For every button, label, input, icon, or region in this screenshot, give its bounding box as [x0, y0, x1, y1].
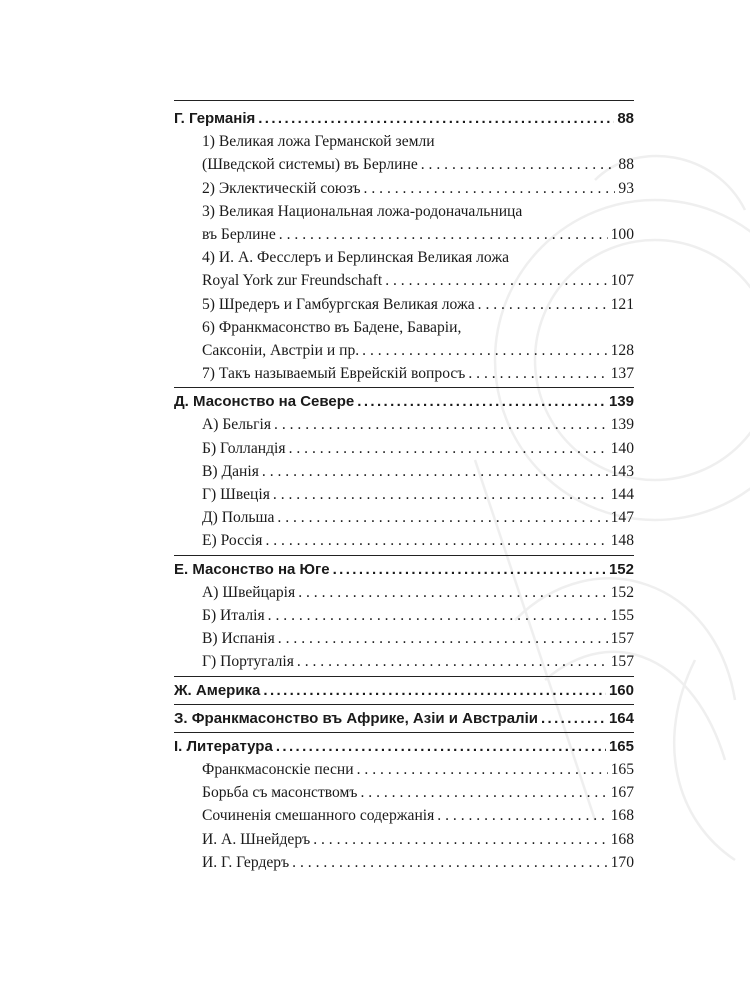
item-page: 147: [610, 509, 634, 527]
heading-page: 88: [617, 110, 634, 127]
item-page: 168: [610, 830, 634, 848]
item-page: 100: [610, 225, 634, 243]
item-text: (Шведской системы) въ Берлине: [202, 156, 418, 174]
leader-dots: [385, 269, 607, 292]
section-literature: [174, 732, 634, 874]
item-text: Саксоніи, Австріи и пр.: [202, 341, 360, 359]
leader-dots: [262, 460, 608, 483]
heading-title: З. Франкмасонство въ Африке, Азіи и Австраліи: [174, 709, 538, 727]
item-text: Б) Италія: [202, 606, 265, 624]
leader-dots: [263, 679, 606, 702]
toc-item[interactable]: [174, 130, 634, 153]
heading-page: 152: [608, 560, 634, 578]
leader-dots: [273, 483, 608, 506]
item-text: 2) Эклектическій союзъ: [202, 179, 361, 197]
leader-dots: [297, 650, 608, 673]
item-page: 152: [610, 583, 634, 601]
leader-dots: [541, 707, 606, 730]
section-america: [174, 676, 634, 702]
item-text: В) Испанія: [202, 630, 275, 648]
toc-item[interactable]: [174, 246, 634, 269]
toc-item[interactable]: [174, 529, 634, 552]
heading-title: Е. Масонство на Юге: [174, 560, 330, 578]
leader-dots: [274, 413, 608, 436]
item-page: 107: [610, 272, 634, 290]
item-page: 155: [610, 606, 634, 624]
leader-dots: [362, 339, 607, 362]
item-page: 170: [610, 853, 634, 871]
heading-page: 165: [608, 737, 634, 755]
item-page: 143: [610, 462, 634, 480]
leader-dots: [357, 390, 606, 413]
leader-dots: [298, 581, 607, 604]
item-text: 3) Великая Национальная ложа-родоначальница: [202, 202, 523, 220]
toc-item[interactable]: [174, 460, 634, 483]
toc-item[interactable]: [174, 413, 634, 436]
toc-item[interactable]: [174, 223, 634, 246]
toc-item[interactable]: [174, 650, 634, 673]
item-text: Е) Россія: [202, 532, 263, 550]
leader-dots: [437, 804, 607, 827]
toc-heading-north[interactable]: [174, 390, 634, 413]
item-text: 4) И. А. Фесслеръ и Берлинская Великая ложа: [202, 249, 510, 267]
table-of-contents: [174, 100, 634, 874]
item-text: 7) Такъ называемый Еврейскій вопросъ: [202, 365, 466, 383]
heading-title: Д. Масонство на Севере: [174, 393, 355, 411]
leader-dots: [333, 558, 606, 581]
item-page: 140: [610, 439, 634, 457]
toc-heading-america[interactable]: [174, 679, 634, 702]
section-south: [174, 555, 634, 674]
toc-item[interactable]: [174, 200, 634, 223]
item-page: 157: [610, 653, 634, 671]
toc-item[interactable]: [174, 781, 634, 804]
heading-page: 164: [608, 709, 634, 727]
toc-item[interactable]: [174, 604, 634, 627]
item-text: Франкмасонскіе песни: [202, 761, 354, 779]
section-africa-asia-australia: [174, 704, 634, 730]
item-page: 93: [618, 179, 634, 197]
item-page: 167: [610, 784, 634, 802]
toc-item[interactable]: [174, 581, 634, 604]
toc-item[interactable]: [174, 483, 634, 506]
leader-dots: [468, 362, 607, 385]
section-north: [174, 387, 634, 552]
toc-heading-germany[interactable]: [174, 107, 634, 130]
item-text: 6) Франкмасонство въ Бадене, Баваріи,: [202, 318, 462, 336]
heading-page: 160: [608, 681, 634, 699]
item-text: В) Данія: [202, 462, 259, 480]
leader-dots: [313, 828, 607, 851]
item-page: 88: [618, 156, 634, 174]
toc-heading-south[interactable]: [174, 558, 634, 581]
leader-dots: [279, 223, 608, 246]
leader-dots: [478, 293, 608, 316]
leader-dots: [265, 529, 607, 552]
heading-title: І. Литература: [174, 737, 273, 755]
toc-item[interactable]: [174, 437, 634, 460]
heading-title: Г. Германія: [174, 110, 256, 127]
item-page: 157: [610, 630, 634, 648]
leader-dots: [357, 758, 608, 781]
item-text: Д) Польша: [202, 509, 275, 527]
toc-item[interactable]: [174, 627, 634, 650]
toc-item[interactable]: [174, 316, 634, 339]
leader-dots: [364, 177, 616, 200]
leader-dots: [277, 506, 607, 529]
item-text: Г) Швеція: [202, 486, 270, 503]
item-text: А) Швейцарія: [202, 583, 296, 601]
item-page: 168: [610, 807, 634, 825]
leader-dots: [278, 627, 608, 650]
leader-dots: [276, 735, 606, 758]
item-text: Борьба съ масонствомъ: [202, 784, 358, 802]
heading-title: Ж. Америка: [174, 681, 261, 699]
item-text: И. А. Шнейдеръ: [202, 830, 311, 848]
item-page: 121: [610, 295, 634, 313]
toc-heading-literature[interactable]: [174, 735, 634, 758]
leader-dots: [360, 781, 607, 804]
leader-dots: [292, 851, 607, 874]
leader-dots: [268, 604, 608, 627]
toc-item[interactable]: [174, 506, 634, 529]
leader-dots: [258, 107, 614, 130]
item-page: 165: [610, 761, 634, 779]
item-text: Royal York zur Freundschaft: [202, 272, 383, 290]
toc-item[interactable]: [174, 339, 634, 362]
toc-item[interactable]: [174, 758, 634, 781]
item-page: 139: [610, 416, 634, 434]
toc-item[interactable]: [174, 804, 634, 827]
item-text: И. Г. Гердеръ: [202, 853, 290, 871]
toc-item[interactable]: [174, 362, 634, 385]
toc-item[interactable]: [174, 177, 634, 200]
section-germany: [174, 100, 634, 385]
toc-item[interactable]: [174, 153, 634, 176]
toc-item[interactable]: [174, 269, 634, 292]
item-text: Б) Голландія: [202, 439, 286, 457]
item-page: 137: [610, 365, 634, 383]
toc-heading-africa[interactable]: [174, 707, 634, 730]
toc-item[interactable]: [174, 851, 634, 874]
leader-dots: [289, 437, 608, 460]
item-text: Г) Португалія: [202, 653, 294, 671]
item-page: 148: [610, 532, 634, 550]
item-text: 5) Шредеръ и Гамбургская Великая ложа: [202, 295, 475, 313]
item-text: А) Бельгія: [202, 416, 272, 434]
heading-page: 139: [608, 393, 634, 411]
leader-dots: [421, 153, 616, 176]
item-page: 128: [610, 341, 634, 359]
toc-item[interactable]: [174, 828, 634, 851]
item-page: 144: [610, 486, 634, 503]
item-text: въ Берлине: [202, 225, 276, 243]
toc-item[interactable]: [174, 293, 634, 316]
item-text: 1) Великая ложа Германской земли: [202, 133, 435, 151]
item-text: Сочиненія смешанного содержанія: [202, 807, 435, 825]
